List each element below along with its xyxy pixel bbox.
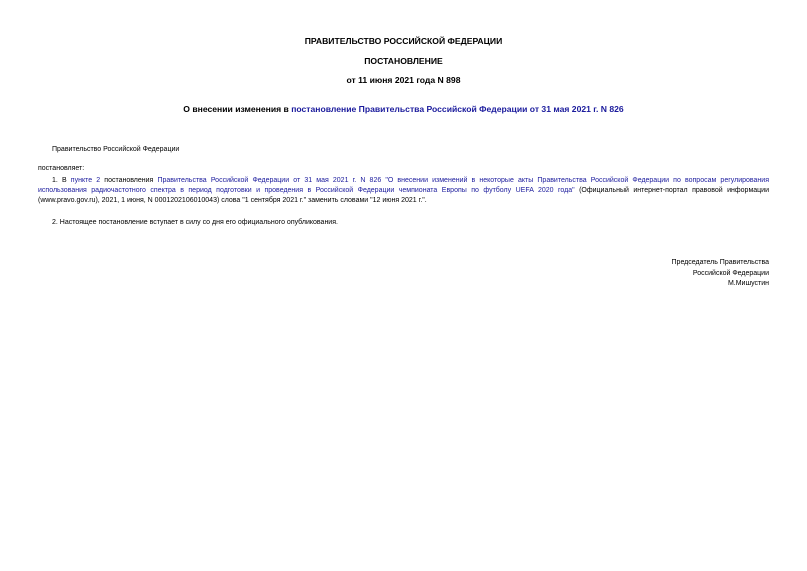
- item-1-line-2-rest: (Официальный интернет-портал правовой информации: [574, 187, 769, 194]
- item-1-mid: постановления: [100, 177, 158, 184]
- signature-title-line-2: Российской Федерации: [692, 269, 769, 277]
- item-1-resolution-link-cont[interactable]: использования радиочастотного спектра в период подготовки и проведения в Российской Федерации чемпионата Европы по футболу UEFA 2020 года": [38, 187, 575, 194]
- item-1-line-2: [38, 186, 769, 196]
- signature-name: М.Мишустин: [727, 280, 769, 287]
- government-heading: ПРАВИТЕЛЬСТВО РОССИЙСКОЙ ФЕДЕРАЦИИ: [304, 36, 503, 46]
- item-1-clause-link[interactable]: пункте 2: [70, 177, 101, 184]
- intro-verb: постановляет:: [38, 165, 85, 172]
- signature-block: [672, 258, 769, 290]
- subject-link[interactable]: постановление Правительства Российской Федерации от 31 мая 2021 г. N 826: [291, 104, 624, 114]
- item-1-start: 1. В: [52, 177, 71, 184]
- document-date-number: от 11 июня 2021 года N 898: [346, 75, 461, 85]
- subject-prefix: О внесении изменения в: [183, 104, 292, 114]
- document-type-heading: ПОСТАНОВЛЕНИЕ: [364, 56, 443, 66]
- document-subject: [0, 104, 807, 115]
- intro-org: Правительство Российской Федерации: [52, 146, 180, 153]
- item-1-resolution-link[interactable]: Правительства Российской Федерации от 31 мая 2021 г. N 826 "О внесении изменений в некоторые акты Правительства Российской Федерации по вопросам регулирования: [157, 177, 769, 184]
- item-2-paragraph: 2. Настоящее постановление вступает в силу со дня его официального опубликования.: [52, 219, 338, 226]
- item-1-line-1: [38, 176, 769, 186]
- item-1-paragraph: [38, 176, 769, 206]
- signature-title-line-1: Председатель Правительства: [671, 259, 769, 266]
- item-1-line-3: (www.pravo.gov.ru), 2021, 1 июня, N 0001202106010043) слова "1 сентября 2021 г." заменить словами "12 июня 2021 г.".: [38, 197, 427, 204]
